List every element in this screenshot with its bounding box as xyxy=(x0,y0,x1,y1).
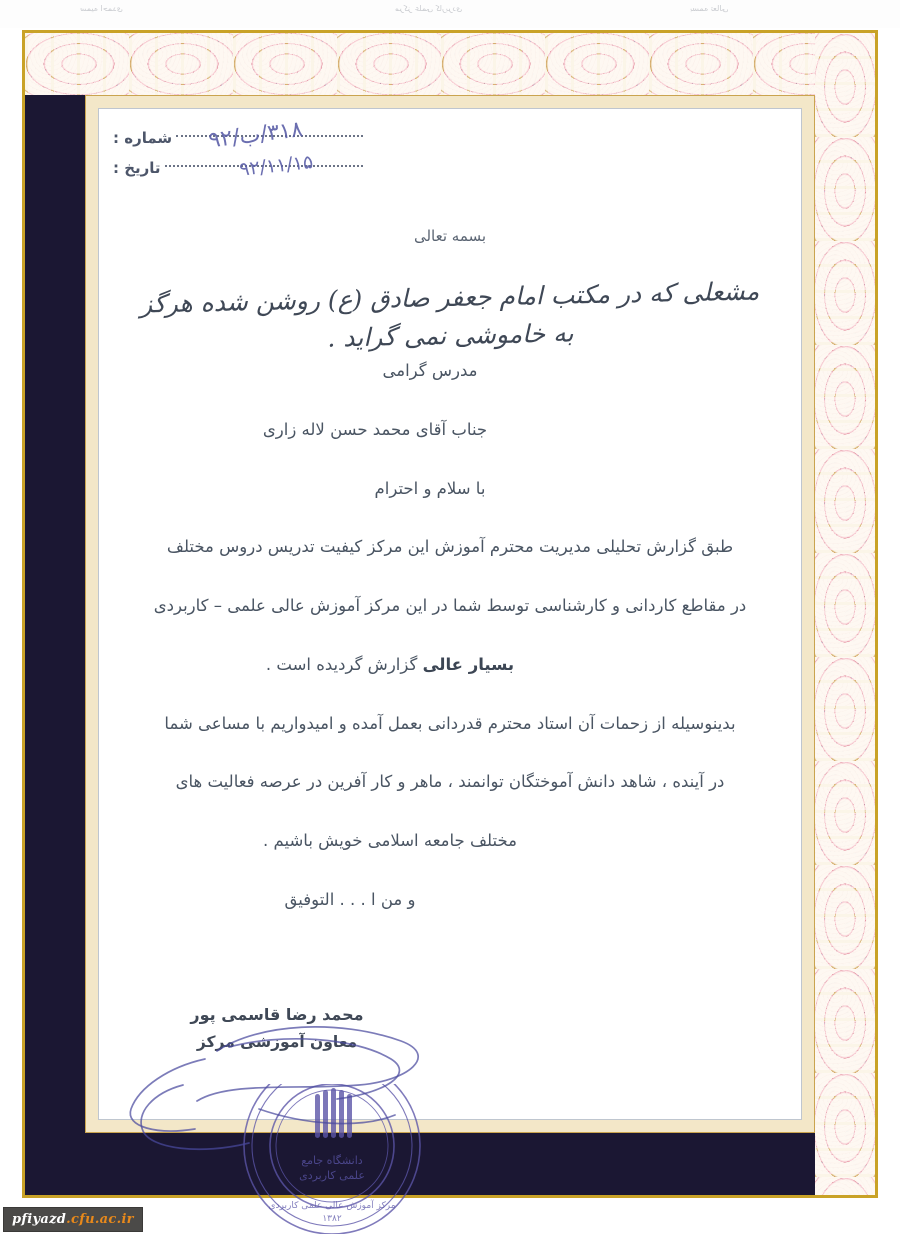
body-line-1: طبق گزارش تحلیلی مدیریت محترم آموزش این مرکز کیفیت تدریس دروس مختلف xyxy=(166,537,734,557)
letter-number-row xyxy=(113,117,363,154)
signatory-name: محمد رضا قاسمی پور xyxy=(190,1005,364,1024)
body-line-3-rest: گزارش گردیده است . xyxy=(265,654,423,674)
body-line-3 xyxy=(133,653,767,678)
body-line-4: بدینوسیله از زحمات آن استاد محترم قدردانی بعمل آمده و امیدواریم با مساعی شما xyxy=(164,713,736,733)
border-ornament-right xyxy=(815,33,875,1195)
closing-line: و من ا . . . التوفیق xyxy=(284,889,416,909)
seal-rim-text: مرکز آموزش عالی علمی کاربردی xyxy=(268,1201,396,1211)
signatory-position: معاون آموزشی مرکز xyxy=(196,1033,358,1051)
signature-block xyxy=(127,1001,427,1056)
body-line-6: مختلف جامعه اسلامی خویش باشیم . xyxy=(263,831,517,850)
invocation-text: بسمه تعالی xyxy=(413,227,487,245)
recipient-title: مدرس گرامی xyxy=(382,361,478,380)
official-seal xyxy=(227,1084,437,1234)
body-line-5: در آینده ، شاهد دانش آموختگان توانمند ، ماهر و کار آفرین در عرصه فعالیت های xyxy=(175,772,725,792)
letter-number-value: ۳۱۸/ب/۹۲ xyxy=(207,117,305,154)
bleed-mark-left: سمیه احمدی xyxy=(80,4,123,13)
calligraphic-quote: مشعلی که در مکتب امام جعفر صادق (ع) روشن شده هرگز به خاموشی نمی گراید . xyxy=(139,276,760,353)
site-watermark-badge xyxy=(4,1208,142,1231)
letter-date-row xyxy=(113,153,363,183)
emphasis-very-good: بسیار عالی xyxy=(422,654,515,674)
greeting-line: با سلام و احترام xyxy=(374,478,486,498)
seal-inner-line-2: علمی کاربردی xyxy=(299,1169,365,1182)
letter-date-value: ۹۲/۱۱/۱۵ xyxy=(238,151,315,181)
bleed-through-strip xyxy=(0,0,900,28)
letter-paper xyxy=(98,108,802,1224)
border-ornament-bottom xyxy=(25,33,875,95)
recipient-name: جناب آقای محمد حسن لاله زاری xyxy=(262,419,488,439)
bleed-mark-center: مرکز علمی کاربردی xyxy=(395,4,463,13)
watermark-prefix: pfiyazd xyxy=(12,1212,67,1227)
letter-number-label: شماره : xyxy=(113,129,173,147)
seal-year: ۱۳۸۲ xyxy=(322,1214,342,1224)
letter-body xyxy=(133,359,767,947)
letter-date-label: تاریخ : xyxy=(113,159,161,177)
body-line-2: در مقاطع کاردانی و کارشناسی توسط شما در این مرکز آموزش عالی علمی – کاربردی xyxy=(153,596,747,615)
seal-inner-line-1: دانشگاه جامع xyxy=(301,1154,363,1167)
watermark-suffix: .cfu.ac.ir xyxy=(66,1212,134,1227)
reference-block xyxy=(113,117,363,183)
bleed-mark-right: بسمه تعالی xyxy=(690,4,729,13)
